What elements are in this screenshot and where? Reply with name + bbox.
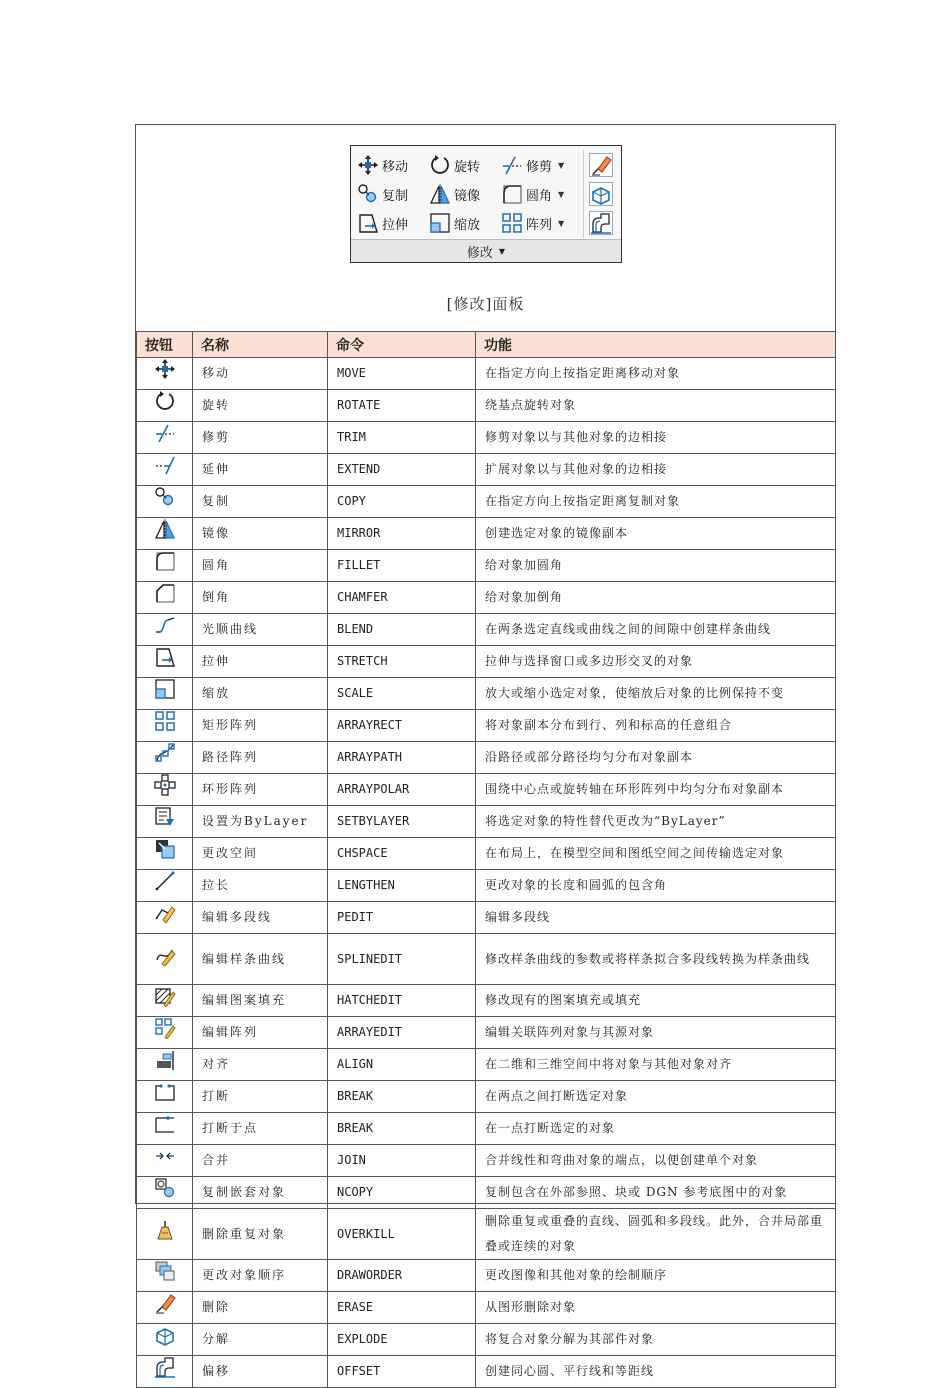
panel-offset-button[interactable] <box>589 211 613 235</box>
trim-icon <box>154 422 176 444</box>
table-row <box>137 358 836 390</box>
panel-item-label: 修剪 <box>526 159 553 175</box>
scale-icon <box>154 678 176 700</box>
command-cell: CHAMFER <box>328 582 476 614</box>
command-cell: BLEND <box>328 614 476 646</box>
scale-icon <box>429 212 454 234</box>
header-name: 名称 <box>193 332 328 358</box>
name-cell: 移动 <box>193 358 328 390</box>
button-cell <box>137 838 193 870</box>
offset-icon <box>590 212 612 234</box>
function-cell: 将选定对象的特性替代更改为“ByLayer” <box>476 806 836 838</box>
draworder-icon <box>154 1260 176 1282</box>
header-function: 功能 <box>476 332 836 358</box>
extend-icon <box>154 454 176 476</box>
button-cell <box>137 1356 193 1388</box>
panel-item-label: 旋转 <box>454 159 481 175</box>
offset-icon <box>154 1356 176 1378</box>
button-cell <box>137 1177 193 1209</box>
table-row <box>137 486 836 518</box>
command-cell: SCALE <box>328 678 476 710</box>
function-cell: 在二维和三维空间中将对象与其他对象对齐 <box>476 1049 836 1081</box>
table-row <box>137 454 836 486</box>
table-row <box>137 1177 836 1209</box>
button-cell <box>137 358 193 390</box>
name-cell: 旋转 <box>193 390 328 422</box>
name-cell: 编辑阵列 <box>193 1017 328 1049</box>
function-cell: 在指定方向上按指定距离复制对象 <box>476 486 836 518</box>
function-cell: 围绕中心点或旋转轴在环形阵列中均匀分布对象副本 <box>476 774 836 806</box>
table-row <box>137 1356 836 1388</box>
function-cell: 从图形删除对象 <box>476 1292 836 1324</box>
button-cell <box>137 902 193 934</box>
panel-trim-button[interactable] <box>501 154 583 176</box>
table-row <box>137 678 836 710</box>
function-cell: 修改样条曲线的参数或将样条拟合多段线转换为样条曲线 <box>476 934 836 985</box>
button-cell <box>137 985 193 1017</box>
copy-icon <box>357 183 382 205</box>
command-table <box>136 331 836 1388</box>
button-cell <box>137 1081 193 1113</box>
table-row <box>137 1049 836 1081</box>
button-cell <box>137 390 193 422</box>
function-cell: 将复合对象分解为其部件对象 <box>476 1324 836 1356</box>
mirror-icon <box>429 183 454 205</box>
name-cell: 编辑多段线 <box>193 902 328 934</box>
name-cell: 镜像 <box>193 518 328 550</box>
panel-footer-label: 修改 <box>466 245 493 261</box>
function-cell: 在指定方向上按指定距离移动对象 <box>476 358 836 390</box>
command-cell: MOVE <box>328 358 476 390</box>
name-cell: 分解 <box>193 1324 328 1356</box>
button-cell <box>137 1049 193 1081</box>
panel-row-3 <box>357 210 583 236</box>
panel-row-2 <box>357 181 583 207</box>
button-cell <box>137 774 193 806</box>
command-cell: OFFSET <box>328 1356 476 1388</box>
panel-item-label: 缩放 <box>454 217 481 233</box>
blend-icon <box>154 614 176 636</box>
function-cell: 修改现有的图案填充或填充 <box>476 985 836 1017</box>
name-cell: 拉伸 <box>193 646 328 678</box>
button-cell <box>137 550 193 582</box>
table-row <box>137 646 836 678</box>
command-cell: ARRAYPOLAR <box>328 774 476 806</box>
array-polar-icon <box>154 774 176 796</box>
function-cell: 创建同心圆、平行线和等距线 <box>476 1356 836 1388</box>
function-cell: 合并线性和弯曲对象的端点，以便创建单个对象 <box>476 1145 836 1177</box>
move-icon <box>154 358 176 380</box>
button-cell <box>137 422 193 454</box>
stretch-icon <box>357 212 382 234</box>
button-cell <box>137 678 193 710</box>
command-cell: ARRAYRECT <box>328 710 476 742</box>
function-cell: 在布局上，在模型空间和图纸空间之间传输选定对象 <box>476 838 836 870</box>
figure-caption: [修改]面板 <box>446 295 525 313</box>
function-cell: 编辑多段线 <box>476 902 836 934</box>
command-cell: PEDIT <box>328 902 476 934</box>
name-cell: 延伸 <box>193 454 328 486</box>
command-cell: MIRROR <box>328 518 476 550</box>
command-cell: CHSPACE <box>328 838 476 870</box>
panel-item-label: 阵列 <box>526 217 553 233</box>
setbylayer-icon <box>154 806 176 828</box>
command-cell: FILLET <box>328 550 476 582</box>
button-cell <box>137 454 193 486</box>
name-cell: 打断于点 <box>193 1113 328 1145</box>
function-cell: 给对象加圆角 <box>476 550 836 582</box>
function-cell: 在一点打断选定的对象 <box>476 1113 836 1145</box>
function-cell: 在两条选定直线或曲线之间的间隙中创建样条曲线 <box>476 614 836 646</box>
button-cell <box>137 1145 193 1177</box>
name-cell: 缩放 <box>193 678 328 710</box>
table-row <box>137 1292 836 1324</box>
panel-array-button[interactable] <box>501 212 583 234</box>
table-row <box>137 934 836 985</box>
panel-item-label: 镜像 <box>454 188 481 204</box>
button-cell <box>137 646 193 678</box>
table-row <box>137 1324 836 1356</box>
panel-footer[interactable] <box>351 239 621 262</box>
function-cell: 更改对象的长度和圆弧的包含角 <box>476 870 836 902</box>
command-cell: HATCHEDIT <box>328 985 476 1017</box>
table-row <box>137 1113 836 1145</box>
name-cell: 设置为ByLayer <box>193 806 328 838</box>
pedit-icon <box>154 902 176 924</box>
button-cell <box>137 1324 193 1356</box>
header-command: 命令 <box>328 332 476 358</box>
command-cell: BREAK <box>328 1113 476 1145</box>
header-button: 按钮 <box>137 332 193 358</box>
button-cell <box>137 1017 193 1049</box>
name-cell: 矩形阵列 <box>193 710 328 742</box>
function-cell: 复制包含在外部参照、块或 DGN 参考底图中的对象 <box>476 1177 836 1209</box>
content-frame <box>135 124 836 1378</box>
command-cell: BREAK <box>328 1081 476 1113</box>
panel-explode-button[interactable] <box>589 182 613 206</box>
command-cell: ARRAYPATH <box>328 742 476 774</box>
name-cell: 圆角 <box>193 550 328 582</box>
panel-item-label: 复制 <box>382 188 409 204</box>
ncopy-icon <box>154 1177 176 1199</box>
overkill-icon <box>154 1219 176 1241</box>
fillet-icon <box>501 183 526 205</box>
table-row <box>137 582 836 614</box>
command-cell: SPLINEDIT <box>328 934 476 985</box>
command-cell: NCOPY <box>328 1177 476 1209</box>
table-row <box>137 985 836 1017</box>
command-cell: OVERKILL <box>328 1209 476 1260</box>
erase-icon <box>154 1292 176 1314</box>
button-cell <box>137 710 193 742</box>
function-cell: 拉伸与选择窗口或多边形交叉的对象 <box>476 646 836 678</box>
table-row <box>137 806 836 838</box>
array-path-icon <box>154 742 176 764</box>
function-cell: 更改图像和其他对象的绘制顺序 <box>476 1260 836 1292</box>
erase-icon <box>590 154 612 176</box>
array-icon <box>501 212 526 234</box>
name-cell: 复制嵌套对象 <box>193 1177 328 1209</box>
button-cell <box>137 870 193 902</box>
name-cell: 环形阵列 <box>193 774 328 806</box>
function-cell: 编辑关联阵列对象与其源对象 <box>476 1017 836 1049</box>
name-cell: 复制 <box>193 486 328 518</box>
function-cell: 将对象副本分布到行、列和标高的任意组合 <box>476 710 836 742</box>
button-cell <box>137 486 193 518</box>
button-cell <box>137 934 193 985</box>
table-header-row <box>137 332 836 358</box>
explode-icon <box>590 183 612 205</box>
mirror-icon <box>154 518 176 540</box>
move-icon <box>357 154 382 176</box>
panel-mirror-button[interactable] <box>429 183 501 205</box>
table-row <box>137 1260 836 1292</box>
command-cell: EXTEND <box>328 454 476 486</box>
name-cell: 合并 <box>193 1145 328 1177</box>
name-cell: 光顺曲线 <box>193 614 328 646</box>
name-cell: 更改对象顺序 <box>193 1260 328 1292</box>
name-cell: 路径阵列 <box>193 742 328 774</box>
button-cell <box>137 742 193 774</box>
command-cell: EXPLODE <box>328 1324 476 1356</box>
name-cell: 删除重复对象 <box>193 1209 328 1260</box>
table-row <box>137 710 836 742</box>
button-cell <box>137 1209 193 1260</box>
name-cell: 拉长 <box>193 870 328 902</box>
table-row <box>137 902 836 934</box>
table-row <box>137 1081 836 1113</box>
dropdown-arrow-icon[interactable]: ▼ <box>558 160 565 170</box>
panel-scale-button[interactable] <box>429 212 501 234</box>
function-cell: 在两点之间打断选定对象 <box>476 1081 836 1113</box>
join-icon <box>154 1145 176 1167</box>
table-row <box>137 742 836 774</box>
stretch-icon <box>154 646 176 668</box>
table-row <box>137 550 836 582</box>
name-cell: 编辑样条曲线 <box>193 934 328 985</box>
chamfer-icon <box>154 582 176 604</box>
command-cell: STRETCH <box>328 646 476 678</box>
panel-stretch-button[interactable] <box>357 212 429 234</box>
command-cell: DRAWORDER <box>328 1260 476 1292</box>
function-cell: 扩展对象以与其他对象的边相接 <box>476 454 836 486</box>
fillet-icon <box>154 550 176 572</box>
name-cell: 打断 <box>193 1081 328 1113</box>
break-at-point-icon <box>154 1113 176 1135</box>
button-cell <box>137 806 193 838</box>
command-cell: JOIN <box>328 1145 476 1177</box>
command-cell: ALIGN <box>328 1049 476 1081</box>
function-cell: 创建选定对象的镜像副本 <box>476 518 836 550</box>
break-icon <box>154 1081 176 1103</box>
arrayedit-icon <box>154 1017 176 1039</box>
table-row <box>137 1209 836 1260</box>
button-cell <box>137 582 193 614</box>
button-cell <box>137 518 193 550</box>
panel-row-1 <box>357 152 583 178</box>
rotate-icon <box>154 390 176 412</box>
align-icon <box>154 1049 176 1071</box>
table-row <box>137 390 836 422</box>
command-cell: TRIM <box>328 422 476 454</box>
function-cell: 沿路径或部分路径均匀分布对象副本 <box>476 742 836 774</box>
table-row <box>137 838 836 870</box>
trim-icon <box>501 154 526 176</box>
panel-move-button[interactable] <box>357 154 429 176</box>
panel-erase-button[interactable] <box>589 153 613 177</box>
table-row <box>137 422 836 454</box>
dropdown-arrow-icon[interactable]: ▼ <box>558 218 565 228</box>
chspace-icon <box>154 838 176 860</box>
splinedit-icon <box>154 944 176 966</box>
chevron-down-icon: ▼ <box>498 246 506 256</box>
table-row <box>137 1145 836 1177</box>
panel-fillet-button[interactable] <box>501 183 583 205</box>
modify-panel <box>350 145 622 263</box>
panel-copy-button[interactable] <box>357 183 429 205</box>
function-cell: 修剪对象以与其他对象的边相接 <box>476 422 836 454</box>
function-cell: 给对象加倒角 <box>476 582 836 614</box>
table-row <box>137 774 836 806</box>
panel-rotate-button[interactable] <box>429 154 501 176</box>
command-cell: COPY <box>328 486 476 518</box>
function-cell: 放大或缩小选定对象，使缩放后对象的比例保持不变 <box>476 678 836 710</box>
hatchedit-icon <box>154 985 176 1007</box>
table-row <box>137 614 836 646</box>
dropdown-arrow-icon[interactable]: ▼ <box>558 189 565 199</box>
explode-icon <box>154 1324 176 1346</box>
table-row <box>137 1017 836 1049</box>
name-cell: 偏移 <box>193 1356 328 1388</box>
name-cell: 删除 <box>193 1292 328 1324</box>
function-cell: 删除重复或重叠的直线、圆弧和多段线。此外，合并局部重叠或连续的对象 <box>476 1209 836 1260</box>
name-cell: 更改空间 <box>193 838 328 870</box>
rotate-icon <box>429 154 454 176</box>
table-row <box>137 518 836 550</box>
array-rect-icon <box>154 710 176 732</box>
command-cell: ERASE <box>328 1292 476 1324</box>
panel-separator <box>583 150 584 238</box>
name-cell: 对齐 <box>193 1049 328 1081</box>
panel-item-label: 拉伸 <box>382 217 409 233</box>
button-cell <box>137 1260 193 1292</box>
command-cell: ROTATE <box>328 390 476 422</box>
panel-item-label: 圆角 <box>526 188 553 204</box>
name-cell: 倒角 <box>193 582 328 614</box>
name-cell: 修剪 <box>193 422 328 454</box>
lengthen-icon <box>154 870 176 892</box>
command-cell: LENGTHEN <box>328 870 476 902</box>
button-cell <box>137 1292 193 1324</box>
button-cell <box>137 1113 193 1145</box>
table-row <box>137 870 836 902</box>
copy-icon <box>154 486 176 508</box>
button-cell <box>137 614 193 646</box>
function-cell: 绕基点旋转对象 <box>476 390 836 422</box>
name-cell: 编辑图案填充 <box>193 985 328 1017</box>
command-cell: ARRAYEDIT <box>328 1017 476 1049</box>
panel-item-label: 移动 <box>382 159 409 175</box>
command-cell: SETBYLAYER <box>328 806 476 838</box>
